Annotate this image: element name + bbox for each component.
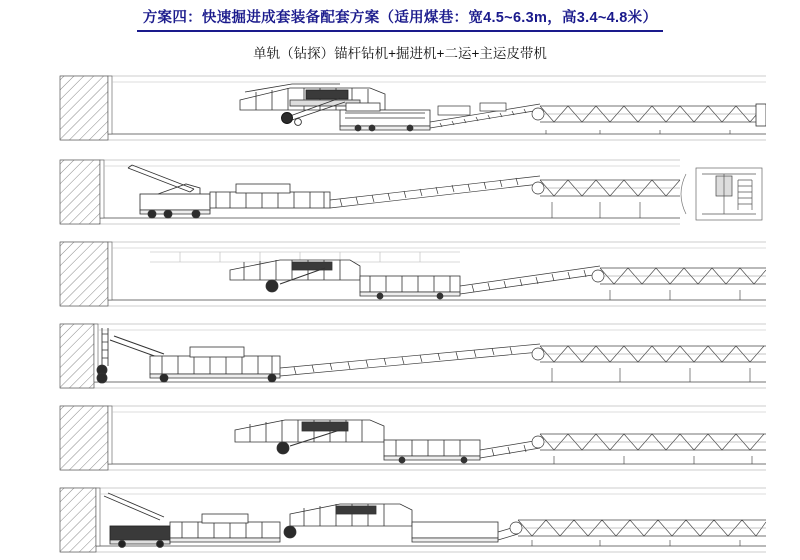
panel-stack [0,70,800,560]
layout-panel-1-drawing [40,70,766,148]
layout-panel-6-drawing [40,482,766,560]
layout-panel-1 [40,70,766,148]
layout-panel-3 [40,236,766,314]
layout-panel-2 [40,154,766,232]
layout-panel-4 [40,318,766,396]
page-subtitle: 单轨（钻探）锚杆钻机+掘进机+二运+主运皮带机 [253,46,547,61]
page-title: 方案四：快速掘进成套装备配套方案（适用煤巷：宽4.5~6.3m，高3.4~4.8米） [137,4,664,32]
layout-panel-3-drawing [40,236,766,314]
title-bar [0,4,800,32]
layout-panel-5 [40,400,766,478]
layout-panel-2-drawing [40,154,766,232]
layout-panel-5-drawing [40,400,766,478]
layout-panel-4-drawing [40,318,766,396]
layout-panel-6 [40,482,766,560]
